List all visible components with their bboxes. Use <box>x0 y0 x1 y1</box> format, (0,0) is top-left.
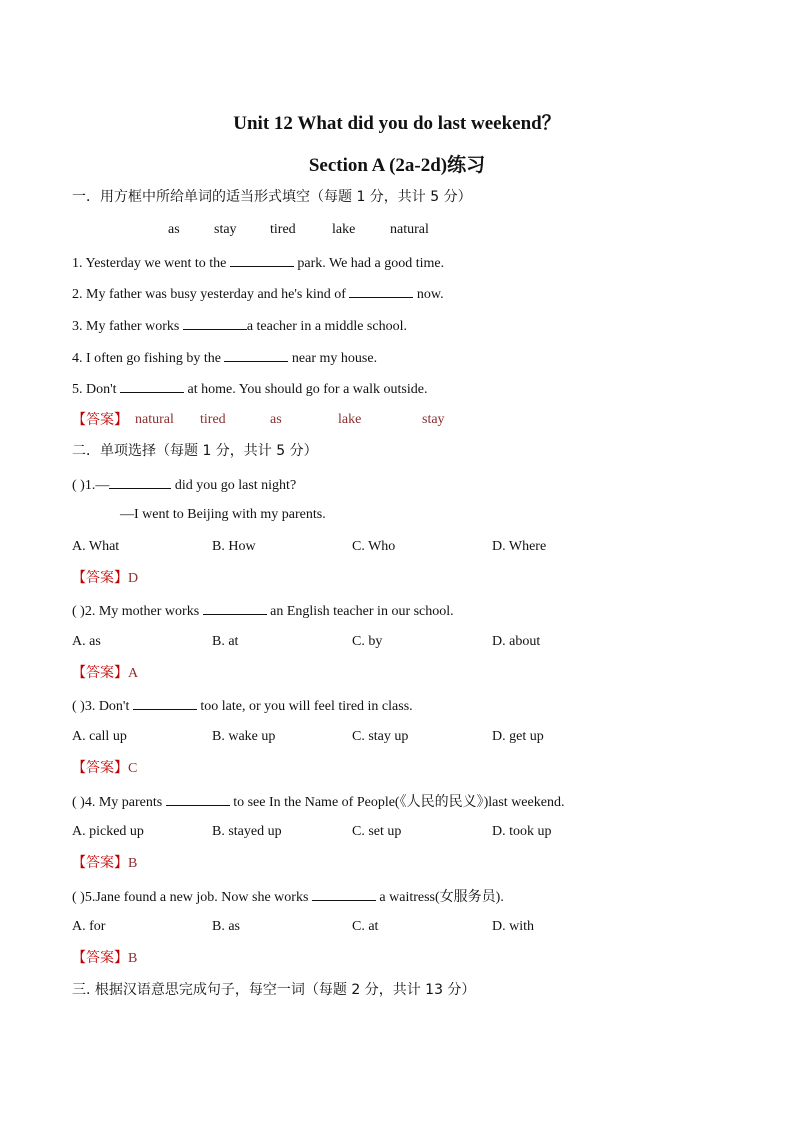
answer-word: tired <box>200 412 226 427</box>
option-b: B. wake up <box>212 729 276 744</box>
answer-blank <box>349 284 413 298</box>
answer-word: as <box>270 412 282 427</box>
answer-blank <box>312 887 376 901</box>
section3-heading: 三. 根据汉语意思完成句子，每空一词（每题 2 分，共计 13 分） <box>72 982 476 998</box>
option-a: A. for <box>72 919 106 934</box>
mc-options-2 <box>72 633 772 651</box>
mc-answer-5: 【答案】B <box>72 950 138 966</box>
answer-blank <box>224 348 288 362</box>
fill-question-2: 2. My father was busy yesterday and he's kind of now. <box>72 284 444 304</box>
option-d: D. get up <box>492 729 544 744</box>
section1-heading: 一．用方框中所给单词的适当形式填空（每题 1 分，共计 5 分） <box>72 189 472 205</box>
mc-question-4: ( )4. My parents to see In the Name of People(《人民的民义》)last weekend. <box>72 792 564 812</box>
fill-question-3: 3. My father works a teacher in a middle school. <box>72 316 407 336</box>
section2-heading: 二．单项选择（每题 1 分，共计 5 分） <box>72 443 318 459</box>
mc-question-2: ( )2. My mother works an English teacher in our school. <box>72 601 454 621</box>
answer-blank <box>230 253 294 267</box>
option-b: B. as <box>212 919 240 934</box>
answer-blank <box>120 379 184 393</box>
word-item: tired <box>270 222 296 237</box>
option-c: C. at <box>352 919 379 934</box>
answer-blank <box>133 696 197 710</box>
fill-question-4: 4. I often go fishing by the near my house. <box>72 348 377 368</box>
answer-word: natural <box>135 412 174 427</box>
option-b: B. stayed up <box>212 824 282 839</box>
option-d: D. Where <box>492 539 547 554</box>
option-a: A. picked up <box>72 824 144 839</box>
mc-question-3: ( )3. Don't too late, or you will feel tired in class. <box>72 696 413 716</box>
mc-answer-2: 【答案】A <box>72 665 139 681</box>
mc-answer-4: 【答案】B <box>72 855 138 871</box>
fill-question-5: 5. Don't at home. You should go for a walk outside. <box>72 379 427 399</box>
mc-answer-3: 【答案】C <box>72 760 138 776</box>
option-c: C. by <box>352 634 383 649</box>
page-subtitle: Section A (2a-2d)练习 <box>308 155 486 176</box>
answer-word: lake <box>338 412 362 427</box>
option-a: A. call up <box>72 729 127 744</box>
fill-question-1: 1. Yesterday we went to the park. We had a good time. <box>72 253 444 273</box>
section1-answer <box>72 411 772 429</box>
option-a: A. What <box>72 539 120 554</box>
option-a: A. as <box>72 634 101 649</box>
option-d: D. with <box>492 919 534 934</box>
page-title: Unit 12 What did you do last weekend？ <box>233 113 561 134</box>
mc-options-5 <box>72 918 772 936</box>
answer-label: 【答案】 <box>72 412 128 428</box>
answer-word: stay <box>422 412 445 427</box>
option-b: B. How <box>212 539 256 554</box>
word-box <box>0 221 794 239</box>
mc-question-5: ( )5.Jane found a new job. Now she works a waitress(女服务员). <box>72 887 504 907</box>
word-item: stay <box>214 222 237 237</box>
option-c: C. stay up <box>352 729 409 744</box>
mc-answer-1: 【答案】D <box>72 570 139 586</box>
mc-options-1 <box>72 538 772 556</box>
answer-blank <box>203 601 267 615</box>
option-c: C. Who <box>352 539 396 554</box>
word-item: natural <box>390 222 429 237</box>
mc-options-3 <box>72 728 772 746</box>
mc-question-1-reply: —I went to Beijing with my parents. <box>120 507 326 522</box>
word-item: as <box>168 222 180 237</box>
option-b: B. at <box>212 634 239 649</box>
word-item: lake <box>332 222 356 237</box>
answer-blank <box>183 316 247 330</box>
option-d: D. took up <box>492 824 552 839</box>
option-d: D. about <box>492 634 541 649</box>
answer-blank <box>109 475 171 489</box>
mc-options-4 <box>72 823 772 841</box>
mc-question-1: ( )1.— did you go last night? <box>72 475 296 495</box>
option-c: C. set up <box>352 824 402 839</box>
answer-blank <box>166 792 230 806</box>
